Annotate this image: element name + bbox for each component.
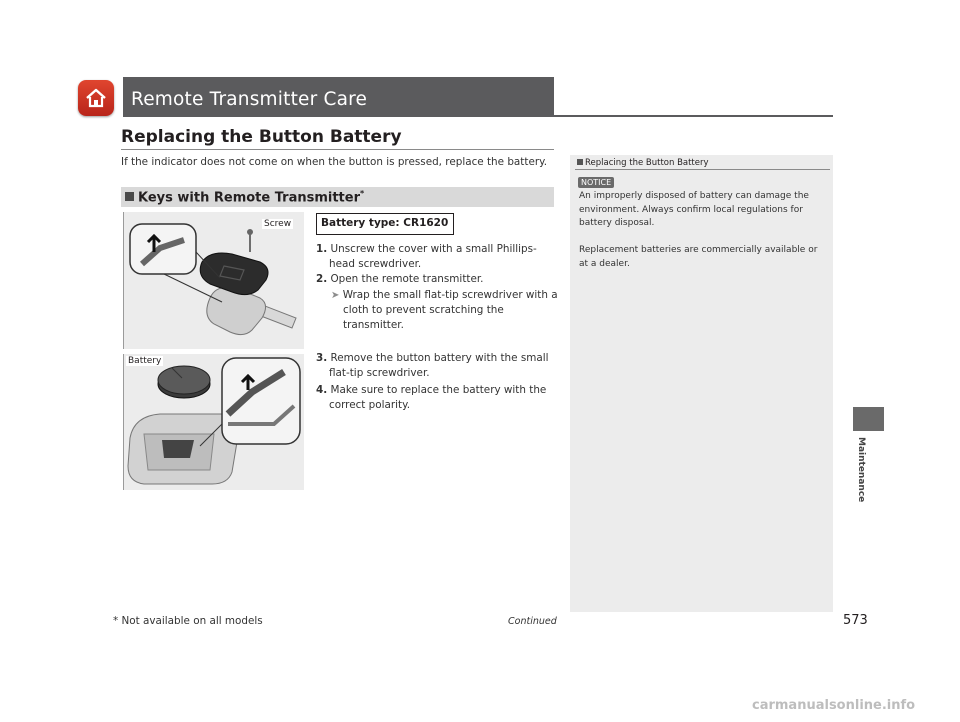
step-text: head screwdriver. bbox=[329, 258, 422, 270]
note-rule bbox=[575, 169, 830, 170]
home-button[interactable] bbox=[78, 80, 114, 116]
battery-callout: Battery bbox=[128, 356, 162, 366]
step-text: Make sure to replace the battery with the bbox=[330, 384, 547, 396]
screw-callout: Screw bbox=[264, 219, 292, 229]
step-2-substep bbox=[331, 288, 558, 333]
step-4 bbox=[316, 383, 546, 413]
step-1 bbox=[316, 242, 537, 272]
note-line: An improperly disposed of battery can damage the bbox=[579, 191, 809, 201]
step-number: 3. bbox=[316, 352, 328, 364]
note-line: Replacement batteries are commercially available or bbox=[579, 245, 818, 255]
note-marker-icon bbox=[577, 159, 583, 165]
header-rule bbox=[123, 115, 833, 117]
chapter-label: Maintenance bbox=[856, 437, 866, 503]
key-fob-screw-illustration bbox=[123, 212, 304, 349]
note-title bbox=[577, 158, 709, 168]
step-3 bbox=[316, 351, 549, 381]
replacement-paragraph bbox=[579, 244, 817, 271]
continued-label: Continued bbox=[508, 616, 557, 627]
step-text: cloth to prevent scratching the bbox=[343, 304, 504, 316]
step-text: Remove the button battery with the small bbox=[330, 352, 549, 364]
chapter-tab[interactable] bbox=[853, 407, 884, 431]
notice-badge: NOTICE bbox=[578, 177, 614, 188]
footnote-marker: * bbox=[360, 189, 365, 198]
footnote: * Not available on all models bbox=[113, 615, 263, 627]
square-bullet-icon bbox=[125, 192, 134, 201]
arrow-right-icon: ➤ bbox=[331, 290, 340, 301]
section-rule bbox=[121, 149, 554, 150]
notice-paragraph bbox=[579, 190, 809, 231]
home-icon bbox=[84, 86, 108, 110]
intro-text: If the indicator does not come on when the button is pressed, replace the battery. bbox=[121, 156, 548, 168]
subsection-title-text: Keys with Remote Transmitter bbox=[138, 190, 360, 206]
step-text: transmitter. bbox=[343, 319, 404, 331]
note-line: battery disposal. bbox=[579, 218, 655, 228]
step-2 bbox=[316, 272, 483, 287]
battery-type: Battery type: CR1620 bbox=[321, 217, 449, 229]
section-title: Replacing the Button Battery bbox=[121, 127, 402, 147]
note-line: at a dealer. bbox=[579, 258, 630, 269]
subsection-title bbox=[138, 189, 364, 205]
step-text: flat-tip screwdriver. bbox=[329, 367, 430, 379]
step-text: Wrap the small flat-tip screwdriver with a bbox=[342, 289, 558, 301]
page-title: Remote Transmitter Care bbox=[131, 89, 368, 110]
step-text: Open the remote transmitter. bbox=[330, 273, 484, 285]
step-text: correct polarity. bbox=[329, 399, 411, 411]
watermark: carmanualsonline.info bbox=[752, 698, 916, 713]
note-line: environment. Always confirm local regulations for bbox=[579, 204, 803, 215]
step-number: 2. bbox=[316, 273, 328, 285]
step-text: Unscrew the cover with a small Phillips- bbox=[330, 243, 537, 255]
step-number: 1. bbox=[316, 243, 328, 255]
battery-removal-illustration bbox=[123, 354, 304, 490]
page-number: 573 bbox=[843, 613, 868, 628]
step-number: 4. bbox=[316, 384, 328, 396]
note-title-text: Replacing the Button Battery bbox=[585, 158, 709, 168]
